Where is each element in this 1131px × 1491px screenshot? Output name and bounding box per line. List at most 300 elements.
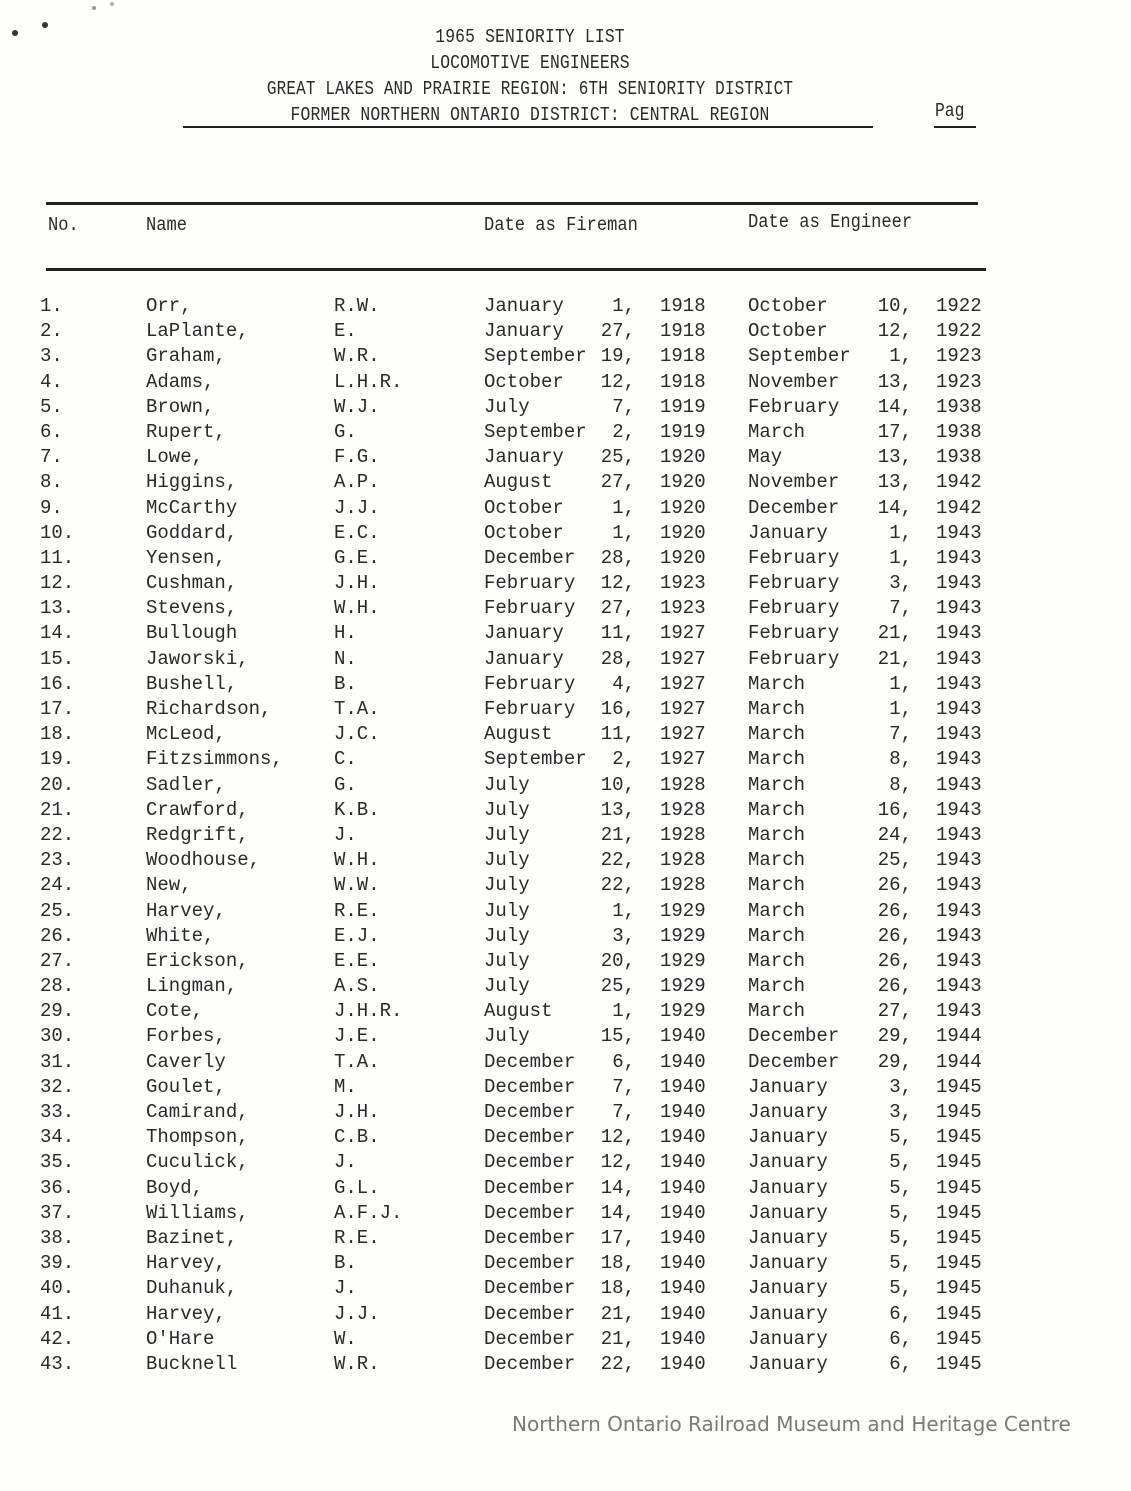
fireman-year: 1918 — [660, 370, 706, 393]
row-number: 34. — [40, 1126, 75, 1149]
fireman-day: 13, — [600, 798, 635, 821]
engineer-day: 6, — [889, 1352, 912, 1375]
page-underline — [934, 126, 976, 128]
engineer-year: 1945 — [936, 1252, 982, 1275]
engineer-year: 1943 — [936, 823, 982, 846]
engineer-month: March — [748, 698, 806, 720]
table-row — [0, 596, 1131, 621]
fireman-month: December — [484, 1302, 576, 1325]
column-header-no: No. — [48, 214, 79, 236]
engineer-day: 14, — [877, 496, 912, 519]
fireman-day: 25, — [600, 446, 635, 469]
fireman-day: 27, — [600, 471, 635, 494]
table-row — [0, 1352, 1131, 1377]
engineer-month: January — [748, 1126, 828, 1149]
engineer-year: 1945 — [936, 1176, 982, 1199]
table-row — [0, 621, 1131, 646]
row-number: 1. — [40, 295, 63, 317]
engineer-day: 5, — [889, 1201, 912, 1224]
fireman-day: 15, — [600, 1025, 635, 1048]
row-number: 4. — [40, 370, 63, 393]
surname: Forbes, — [146, 1025, 226, 1048]
fireman-month: August — [484, 471, 553, 494]
engineer-day: 5, — [889, 1151, 912, 1174]
engineer-month: January — [748, 521, 828, 544]
initials: H. — [334, 622, 357, 645]
table-row — [0, 1176, 1131, 1201]
engineer-month: March — [748, 773, 806, 796]
engineer-year: 1943 — [936, 773, 982, 796]
surname: Adams, — [146, 370, 215, 393]
engineer-day: 26, — [877, 899, 912, 922]
fireman-day: 7, — [612, 1075, 635, 1098]
row-number: 15. — [40, 647, 75, 670]
fireman-year: 1940 — [660, 1302, 706, 1325]
row-number: 6. — [40, 420, 63, 443]
fireman-day: 16, — [600, 698, 635, 720]
engineer-year: 1923 — [936, 370, 982, 393]
fireman-month: September — [484, 748, 587, 771]
fireman-month: December — [484, 1327, 576, 1350]
fireman-day: 17, — [600, 1226, 635, 1249]
surname: Harvey, — [146, 899, 226, 922]
fireman-day: 7, — [612, 395, 635, 418]
fireman-day: 18, — [600, 1277, 635, 1300]
fireman-year: 1918 — [660, 320, 706, 343]
engineer-month: March — [748, 874, 806, 897]
fireman-month: December — [484, 546, 576, 569]
fireman-day: 2, — [612, 420, 635, 443]
row-number: 5. — [40, 395, 63, 418]
column-header-engineer: Date as Engineer — [748, 211, 913, 233]
engineer-month: March — [748, 723, 806, 746]
surname: Jaworski, — [146, 647, 249, 670]
initials: J.H. — [334, 572, 380, 595]
engineer-day: 13, — [877, 370, 912, 393]
table-row — [0, 798, 1131, 823]
engineer-year: 1943 — [936, 1000, 982, 1023]
fireman-year: 1928 — [660, 874, 706, 897]
engineer-year: 1943 — [936, 597, 982, 620]
initials: G.E. — [334, 546, 380, 569]
surname: Sadler, — [146, 773, 226, 796]
table-row — [0, 647, 1131, 672]
surname: McLeod, — [146, 723, 226, 746]
fireman-year: 1927 — [660, 698, 706, 720]
fireman-year: 1927 — [660, 672, 706, 695]
initials: J. — [334, 823, 357, 846]
fireman-day: 11, — [600, 622, 635, 645]
table-row — [0, 1050, 1131, 1075]
engineer-day: 7, — [889, 597, 912, 620]
header-underline — [183, 126, 873, 128]
initials: E.J. — [334, 924, 380, 947]
fireman-month: December — [484, 1050, 576, 1073]
row-number: 27. — [40, 949, 75, 972]
engineer-year: 1938 — [936, 395, 982, 418]
fireman-year: 1927 — [660, 647, 706, 670]
fireman-month: December — [484, 1201, 576, 1224]
surname: Goddard, — [146, 521, 238, 544]
engineer-day: 5, — [889, 1226, 912, 1249]
engineer-month: February — [748, 546, 840, 569]
fireman-day: 27, — [600, 597, 635, 620]
fireman-day: 21, — [600, 1302, 635, 1325]
engineer-month: March — [748, 1000, 806, 1023]
fireman-day: 12, — [600, 572, 635, 595]
table-row — [0, 319, 1131, 344]
fireman-month: July — [484, 899, 530, 922]
fireman-month: October — [484, 370, 564, 393]
initials: F.G. — [334, 446, 380, 469]
engineer-month: March — [748, 823, 806, 846]
fireman-year: 1940 — [660, 1101, 706, 1123]
fireman-day: 28, — [600, 647, 635, 670]
initials: T.A. — [334, 1050, 380, 1073]
initials: A.S. — [334, 975, 380, 998]
fireman-year: 1919 — [660, 395, 706, 418]
row-number: 37. — [40, 1201, 75, 1224]
fireman-day: 20, — [600, 949, 635, 972]
fireman-year: 1940 — [660, 1201, 706, 1224]
surname: New, — [146, 874, 192, 897]
engineer-day: 21, — [877, 622, 912, 645]
fireman-month: October — [484, 496, 564, 519]
initials: W.H. — [334, 849, 380, 872]
table-row — [0, 722, 1131, 747]
fireman-month: February — [484, 672, 576, 695]
engineer-day: 16, — [877, 798, 912, 821]
fireman-day: 25, — [600, 975, 635, 998]
fireman-month: December — [484, 1075, 576, 1098]
engineer-day: 26, — [877, 975, 912, 998]
initials: J.J. — [334, 496, 380, 519]
table-row — [0, 1251, 1131, 1276]
fireman-month: July — [484, 949, 530, 972]
surname: Orr, — [146, 295, 192, 317]
row-number: 28. — [40, 975, 75, 998]
fireman-year: 1928 — [660, 849, 706, 872]
engineer-year: 1943 — [936, 647, 982, 670]
initials: M. — [334, 1075, 357, 1098]
surname: Stevens, — [146, 597, 238, 620]
fireman-year: 1940 — [660, 1151, 706, 1174]
fireman-day: 27, — [600, 320, 635, 343]
engineer-year: 1943 — [936, 622, 982, 645]
engineer-month: February — [748, 572, 840, 595]
seniority-table — [0, 294, 1131, 1377]
fireman-day: 18, — [600, 1252, 635, 1275]
engineer-month: January — [748, 1176, 828, 1199]
row-number: 18. — [40, 723, 75, 746]
engineer-month: March — [748, 949, 806, 972]
fireman-day: 22, — [600, 874, 635, 897]
engineer-month: January — [748, 1201, 828, 1224]
surname: O'Hare — [146, 1327, 215, 1350]
engineer-day: 27, — [877, 1000, 912, 1023]
engineer-year: 1945 — [936, 1075, 982, 1098]
engineer-year: 1945 — [936, 1352, 982, 1375]
initials: J.H. — [334, 1101, 380, 1123]
engineer-month: January — [748, 1075, 828, 1098]
table-row — [0, 672, 1131, 697]
engineer-day: 5, — [889, 1176, 912, 1199]
initials: N. — [334, 647, 357, 670]
fireman-year: 1940 — [660, 1226, 706, 1249]
engineer-year: 1943 — [936, 546, 982, 569]
fireman-month: January — [484, 295, 564, 317]
fireman-year: 1929 — [660, 949, 706, 972]
row-number: 12. — [40, 572, 75, 595]
engineer-month: December — [748, 1025, 840, 1048]
initials: T.A. — [334, 698, 380, 720]
fireman-day: 19, — [600, 345, 635, 368]
row-number: 38. — [40, 1226, 75, 1249]
initials: A.P. — [334, 471, 380, 494]
document-subtitle: LOCOMOTIVE ENGINEERS — [430, 52, 630, 74]
table-row — [0, 1226, 1131, 1251]
engineer-month: May — [748, 446, 783, 469]
fireman-month: December — [484, 1126, 576, 1149]
engineer-day: 17, — [877, 420, 912, 443]
fireman-day: 14, — [600, 1176, 635, 1199]
fireman-year: 1940 — [660, 1327, 706, 1350]
fireman-month: January — [484, 446, 564, 469]
fireman-year: 1928 — [660, 823, 706, 846]
row-number: 26. — [40, 924, 75, 947]
engineer-day: 1, — [889, 521, 912, 544]
footer-credit: Northern Ontario Railroad Museum and Heritage Centre — [512, 1412, 1071, 1436]
surname: Cuculick, — [146, 1151, 249, 1174]
engineer-month: March — [748, 672, 806, 695]
surname: Cushman, — [146, 572, 238, 595]
initials: L.H.R. — [334, 370, 403, 393]
engineer-day: 5, — [889, 1126, 912, 1149]
table-row — [0, 571, 1131, 596]
initials: C. — [334, 748, 357, 771]
engineer-year: 1943 — [936, 899, 982, 922]
engineer-day: 24, — [877, 823, 912, 846]
fireman-day: 1, — [612, 295, 635, 317]
fireman-year: 1940 — [660, 1126, 706, 1149]
fireman-month: July — [484, 1025, 530, 1048]
engineer-month: January — [748, 1151, 828, 1174]
table-row — [0, 949, 1131, 974]
engineer-year: 1945 — [936, 1151, 982, 1174]
engineer-day: 29, — [877, 1050, 912, 1073]
engineer-year: 1945 — [936, 1101, 982, 1123]
table-row — [0, 999, 1131, 1024]
fireman-year: 1940 — [660, 1352, 706, 1375]
row-number: 8. — [40, 471, 63, 494]
engineer-day: 29, — [877, 1025, 912, 1048]
surname: Williams, — [146, 1201, 249, 1224]
fireman-month: July — [484, 975, 530, 998]
row-number: 13. — [40, 597, 75, 620]
initials: E.E. — [334, 949, 380, 972]
row-number: 35. — [40, 1151, 75, 1174]
engineer-month: March — [748, 748, 806, 771]
initials: C.B. — [334, 1126, 380, 1149]
table-row — [0, 395, 1131, 420]
surname: Lingman, — [146, 975, 238, 998]
engineer-day: 10, — [877, 295, 912, 317]
fireman-day: 12, — [600, 1126, 635, 1149]
engineer-day: 26, — [877, 924, 912, 947]
district-line: FORMER NORTHERN ONTARIO DISTRICT: CENTRAL REGION — [290, 104, 770, 126]
row-number: 20. — [40, 773, 75, 796]
table-row — [0, 873, 1131, 898]
engineer-month: February — [748, 622, 840, 645]
engineer-day: 26, — [877, 949, 912, 972]
row-number: 33. — [40, 1101, 75, 1123]
fireman-year: 1919 — [660, 420, 706, 443]
initials: E.C. — [334, 521, 380, 544]
engineer-month: January — [748, 1226, 828, 1249]
row-number: 21. — [40, 798, 75, 821]
column-header-name: Name — [146, 214, 188, 236]
row-number: 2. — [40, 320, 63, 343]
initials: G. — [334, 420, 357, 443]
column-header-fireman: Date as Fireman — [484, 214, 638, 236]
engineer-year: 1943 — [936, 672, 982, 695]
row-number: 14. — [40, 622, 75, 645]
engineer-month: January — [748, 1302, 828, 1325]
fireman-month: December — [484, 1252, 576, 1275]
engineer-year: 1943 — [936, 924, 982, 947]
engineer-year: 1938 — [936, 446, 982, 469]
engineer-year: 1943 — [936, 723, 982, 746]
table-row — [0, 924, 1131, 949]
table-row — [0, 1276, 1131, 1301]
row-number: 7. — [40, 446, 63, 469]
engineer-year: 1922 — [936, 320, 982, 343]
row-number: 24. — [40, 874, 75, 897]
engineer-day: 7, — [889, 723, 912, 746]
table-row — [0, 899, 1131, 924]
fireman-month: December — [484, 1277, 576, 1300]
engineer-month: January — [748, 1101, 828, 1123]
initials: W.R. — [334, 1352, 380, 1375]
table-row — [0, 294, 1131, 319]
surname: Woodhouse, — [146, 849, 261, 872]
fireman-year: 1920 — [660, 546, 706, 569]
fireman-day: 2, — [612, 748, 635, 771]
initials: W.J. — [334, 395, 380, 418]
engineer-year: 1943 — [936, 874, 982, 897]
engineer-day: 21, — [877, 647, 912, 670]
fireman-month: September — [484, 345, 587, 368]
fireman-year: 1920 — [660, 471, 706, 494]
table-row — [0, 420, 1131, 445]
engineer-day: 6, — [889, 1327, 912, 1350]
fireman-day: 11, — [600, 723, 635, 746]
surname: Bazinet, — [146, 1226, 238, 1249]
fireman-month: January — [484, 622, 564, 645]
engineer-month: February — [748, 395, 840, 418]
fireman-year: 1927 — [660, 723, 706, 746]
engineer-month: October — [748, 295, 828, 317]
table-row — [0, 546, 1131, 571]
fireman-day: 1, — [612, 1000, 635, 1023]
row-number: 19. — [40, 748, 75, 771]
fireman-day: 6, — [612, 1050, 635, 1073]
fireman-month: August — [484, 1000, 553, 1023]
engineer-month: November — [748, 471, 840, 494]
engineer-month: January — [748, 1327, 828, 1350]
surname: Higgins, — [146, 471, 238, 494]
initials: J.C. — [334, 723, 380, 746]
fireman-year: 1920 — [660, 521, 706, 544]
surname: Goulet, — [146, 1075, 226, 1098]
surname: McCarthy — [146, 496, 238, 519]
table-row — [0, 1024, 1131, 1049]
engineer-day: 12, — [877, 320, 912, 343]
surname: Harvey, — [146, 1252, 226, 1275]
row-number: 23. — [40, 849, 75, 872]
engineer-month: March — [748, 899, 806, 922]
fireman-year: 1940 — [660, 1075, 706, 1098]
fireman-month: February — [484, 572, 576, 595]
engineer-year: 1944 — [936, 1025, 982, 1048]
initials: J.H.R. — [334, 1000, 403, 1023]
initials: R.W. — [334, 295, 380, 317]
fireman-year: 1940 — [660, 1277, 706, 1300]
table-row — [0, 370, 1131, 395]
engineer-year: 1938 — [936, 420, 982, 443]
row-number: 32. — [40, 1075, 75, 1098]
table-row — [0, 1302, 1131, 1327]
engineer-year: 1943 — [936, 849, 982, 872]
row-number: 30. — [40, 1025, 75, 1048]
engineer-month: December — [748, 496, 840, 519]
engineer-year: 1945 — [936, 1126, 982, 1149]
engineer-year: 1943 — [936, 949, 982, 972]
engineer-day: 6, — [889, 1302, 912, 1325]
table-row — [0, 1150, 1131, 1175]
engineer-day: 13, — [877, 446, 912, 469]
engineer-month: March — [748, 420, 806, 443]
row-number: 31. — [40, 1050, 75, 1073]
fireman-month: February — [484, 698, 576, 720]
engineer-day: 3, — [889, 1075, 912, 1098]
row-number: 43. — [40, 1352, 75, 1375]
engineer-day: 3, — [889, 1101, 912, 1123]
initials: J.J. — [334, 1302, 380, 1325]
fireman-year: 1927 — [660, 622, 706, 645]
table-row — [0, 697, 1131, 722]
engineer-year: 1945 — [936, 1201, 982, 1224]
fireman-month: December — [484, 1101, 576, 1123]
fireman-day: 28, — [600, 546, 635, 569]
fireman-year: 1940 — [660, 1050, 706, 1073]
surname: Erickson, — [146, 949, 249, 972]
fireman-day: 3, — [612, 924, 635, 947]
initials: W. — [334, 1327, 357, 1350]
engineer-year: 1923 — [936, 345, 982, 368]
initials: J. — [334, 1277, 357, 1300]
row-number: 10. — [40, 521, 75, 544]
surname: Crawford, — [146, 798, 249, 821]
fireman-month: January — [484, 320, 564, 343]
fireman-day: 21, — [600, 1327, 635, 1350]
engineer-month: November — [748, 370, 840, 393]
fireman-day: 21, — [600, 823, 635, 846]
fireman-month: January — [484, 647, 564, 670]
engineer-day: 1, — [889, 345, 912, 368]
table-row — [0, 521, 1131, 546]
surname: Cote, — [146, 1000, 204, 1023]
